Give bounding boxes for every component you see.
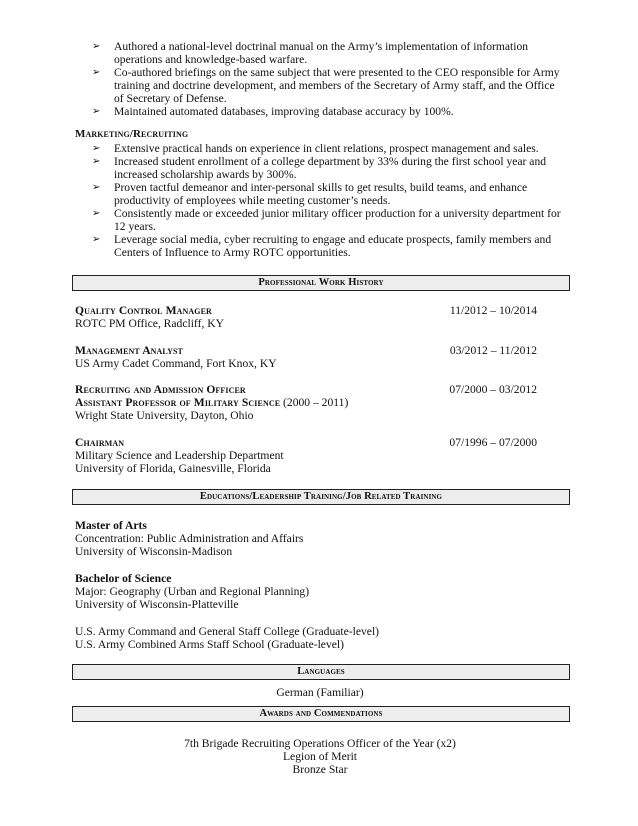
- list-item: ➢ Co-authored briefings on the same subject that were presented to the CEO responsible for Army training and doctrine development, and members of the Secretary of Army staff, and the Office of Secretary of Defense.: [92, 66, 560, 105]
- list-item: ➢ Authored a national-level doctrinal manual on the Army’s implementation of information operations and knowledge-based warfare.: [92, 40, 529, 66]
- other-training: [75, 625, 555, 651]
- job-dates: 11/2012 – 10/2014: [449, 304, 537, 317]
- job-entry: [75, 436, 545, 475]
- list-item: ➢ Leverage social media, cyber recruiting to engage and educate prospects, family members and Centers of Influence to Army ROTC opportunities.: [92, 233, 552, 259]
- education-section-bar: Educations/Leadership Training/Job Related Training: [72, 489, 570, 505]
- degree-school: University of Wisconsin-Platteville: [75, 598, 239, 611]
- degree-school: University of Wisconsin-Madison: [75, 545, 233, 558]
- list-item: ➢ Increased student enrollment of a college department by 33% during the first school year and increased scholarship awards by 300%.: [92, 155, 547, 181]
- arrow-bullet-icon: ➢: [92, 182, 101, 193]
- list-item: ➢ Proven tactful demeanor and inter-personal skills to get results, build teams, and enhance productivity of employees while meeting customer’s needs.: [92, 181, 528, 207]
- list-item: ➢ Maintained automated databases, improving database accuracy by 100%.: [92, 105, 454, 118]
- job-organization: Wright State University, Dayton, Ohio: [75, 409, 254, 422]
- job-entry: [75, 304, 545, 330]
- job-entry: [75, 383, 545, 422]
- work-history-section-bar: Professional Work History: [72, 275, 570, 291]
- job-title: Chairman: [75, 436, 125, 449]
- arrow-bullet-icon: ➢: [92, 208, 101, 219]
- awards-section-bar: Awards and Commendations: [72, 706, 570, 722]
- arrow-bullet-icon: ➢: [92, 106, 101, 117]
- job-entry: [75, 344, 545, 370]
- job-organization: US Army Cadet Command, Fort Knox, KY: [75, 357, 277, 370]
- marketing-bullet-list: [92, 142, 562, 259]
- job-subtitle: [75, 396, 545, 409]
- training-item: U.S. Army Combined Arms Staff School (Graduate-level): [75, 638, 344, 651]
- top-bullet-list: [92, 40, 562, 118]
- job-organization: University of Florida, Gainesville, Florida: [75, 462, 271, 475]
- languages-section-bar: Languages: [72, 664, 570, 680]
- degree-entry: [75, 519, 555, 558]
- job-title: Recruiting and Admission Officer: [75, 383, 246, 396]
- degree-name: Bachelor of Science: [75, 572, 172, 585]
- award-item: Bronze Star: [292, 763, 348, 776]
- arrow-bullet-icon: ➢: [92, 143, 101, 154]
- job-dates: 07/2000 – 03/2012: [449, 383, 537, 396]
- job-organization: Military Science and Leadership Department: [75, 449, 284, 462]
- awards-list: [72, 737, 568, 776]
- job-subtitle-years: (2000 – 2011): [280, 396, 349, 409]
- arrow-bullet-icon: ➢: [92, 234, 101, 245]
- award-item: 7th Brigade Recruiting Operations Officer of the Year (x2): [184, 737, 456, 750]
- job-dates: 03/2012 – 11/2012: [449, 344, 537, 357]
- arrow-bullet-icon: ➢: [92, 67, 101, 78]
- job-title: Quality Control Manager: [75, 304, 212, 317]
- language-item: German (Familiar): [276, 686, 364, 699]
- list-item: ➢ Consistently made or exceeded junior military officer production for a university department for 12 years.: [92, 207, 561, 233]
- arrow-bullet-icon: ➢: [92, 41, 101, 52]
- job-organization: ROTC PM Office, Radcliff, KY: [75, 317, 224, 330]
- list-item: ➢ Extensive practical hands on experience in client relations, prospect management and sales.: [92, 142, 539, 155]
- training-item: U.S. Army Command and General Staff College (Graduate-level): [75, 625, 380, 638]
- degree-entry: [75, 572, 555, 611]
- arrow-bullet-icon: ➢: [92, 156, 101, 167]
- job-dates: 07/1996 – 07/2000: [449, 436, 537, 449]
- degree-detail: Concentration: Public Administration and Affairs: [75, 532, 304, 545]
- job-title: Management Analyst: [75, 344, 183, 357]
- award-item: Legion of Merit: [282, 750, 358, 763]
- degree-name: Master of Arts: [75, 519, 147, 532]
- degree-detail: Major: Geography (Urban and Regional Planning): [75, 585, 310, 598]
- job-subtitle-title: Assistant Professor of Military Science: [75, 396, 281, 409]
- marketing-heading: Marketing/Recruiting: [75, 128, 189, 140]
